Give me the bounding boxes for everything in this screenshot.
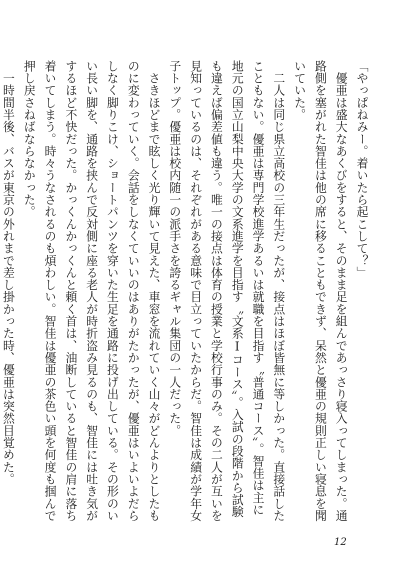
paragraph: さきほどまで眩しく光り輝いて見えた、車窓を流れていく山々がどんよりとしたものに変わっていく。会話をしなくていいのはありがたかったが、優亜はいよいよだらしなく脚りこけ、ショートパンツを穿いた生足を通路に投げ出している。その形のいい長い脚を、通路を挟んで反対側に座る老人が時折盗み見るのも、智佳には吐き気がするほど不快だった。かっくんかっくんと頼く首は、油断していると智佳の肩に落ち着いてしまう。時々うなされるのも煩わしい。智佳は優亜の茶色い頭を何度も掴んで押し戻さねばならなかった。 <box>22 60 162 522</box>
paragraph: 一時間半後、バスが東京の外れまで差し掛かった時、優亜は突然目覚めた。 <box>1 60 16 486</box>
paragraph: 優亜は盛大なあくびをすると、そのまま足を組んであっさり寝入ってしまった。通路側を塞がれた智佳は他の席に移ることもできず、呆然と優亜の規則正しい寝息を聞いていた。 <box>292 60 349 522</box>
page-number: 12 <box>334 537 347 548</box>
paragraph: 二人は同じ県立高校の三年生だったが、接点はほぼ皆無に等しかった。直接話したこともない。優亜は専門学校進学あるいは就職を目指す〝普通コース〟。智佳は主に地元の国立山梨中央大学の文系進学を目指す〝文系Ⅰコース〟。入試の段階から試験も違えば偏差値も違う。唯一の接点は体育の授業と学校行事のみ。その二人が互いを見知っているのは、それぞれがある意味で目立っていたからだ。智佳は成績が学年女子トップ。優亜は校内随一の派手さを誇るギャル集団の一人だった。 <box>167 60 286 522</box>
paragraph-dialogue: 「やっぱねみー。着いたら起こして？」 <box>355 60 369 279</box>
vertical-text-body <box>1 60 372 522</box>
